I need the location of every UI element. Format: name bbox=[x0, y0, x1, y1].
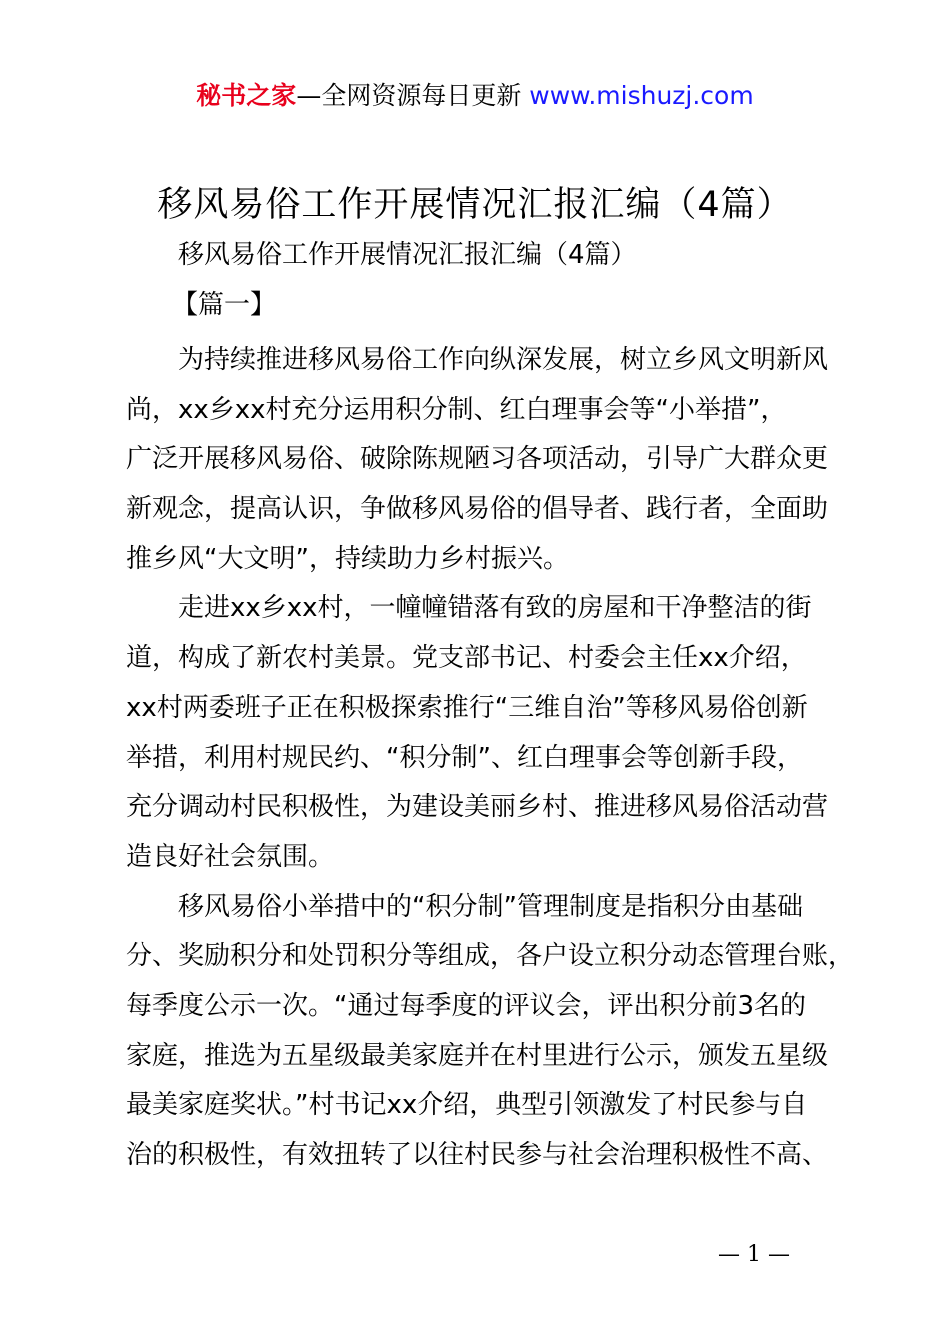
paragraph-line: 走进xx乡xx村，一幢幢错落有致的房屋和干净整洁的街 bbox=[178, 593, 812, 624]
site-header bbox=[0, 78, 950, 114]
paragraph-line: 推乡风“大文明”，持续助力乡村振兴。 bbox=[126, 543, 569, 574]
paragraph-line: 移风易俗小举措中的“积分制”管理制度是指积分由基础 bbox=[178, 891, 803, 922]
paragraph-line: 家庭，推选为五星级最美家庭并在村里进行公示，颁发五星级 bbox=[126, 1040, 829, 1071]
document-title: 移风易俗工作开展情况汇报汇编（4篇） bbox=[157, 185, 793, 225]
brand-name: 秘书之家 bbox=[196, 81, 297, 110]
paragraph-line: 分、奖励积分和处罚积分等组成，各户设立积分动态管理台账， bbox=[126, 941, 855, 972]
paragraph-line: 新观念，提高认识，争做移风易俗的倡导者、践行者，全面助 bbox=[126, 494, 829, 525]
paragraph-line: 广泛开展移风易俗、破除陈规陋习各项活动，引导广大群众更 bbox=[126, 444, 829, 475]
paragraph-line: 为持续推进移风易俗工作向纵深发展，树立乡风文明新风 bbox=[178, 345, 829, 375]
header-tagline: —全网资源每日更新 bbox=[296, 81, 522, 110]
paragraph-line: 最美家庭奖状。”村书记xx介绍，典型引领激发了村民参与自 bbox=[126, 1090, 808, 1121]
document-subtitle: 移风易俗工作开展情况汇报汇编（4篇） bbox=[178, 240, 637, 270]
paragraph-line: 道，构成了新农村美景。党支部书记、村委会主任xx介绍， bbox=[126, 643, 807, 674]
paragraph-line: 尚，xx乡xx村充分运用积分制、红白理事会等“小举措”， bbox=[126, 394, 787, 425]
paragraph-line: 治的积极性，有效扭转了以往村民参与社会治理积极性不高、 bbox=[126, 1140, 829, 1170]
paragraph-line: 每季度公示一次。“通过每季度的评议会，评出积分前3名的 bbox=[126, 990, 807, 1021]
section-label: 【篇一】 bbox=[172, 290, 277, 320]
page-number: — 1 — bbox=[718, 1242, 790, 1267]
paragraph-line: 造良好社会氛围。 bbox=[126, 841, 335, 872]
paragraph-line: 充分调动村民积极性，为建设美丽乡村、推进移风易俗活动营 bbox=[126, 792, 829, 823]
paragraph-line: 举措，利用村规民约、“积分制”、红白理事会等创新手段， bbox=[126, 742, 803, 773]
paragraph-line: xx村两委班子正在积极探索推行“三维自治”等移风易俗创新 bbox=[126, 692, 808, 723]
body-text bbox=[126, 336, 866, 1181]
site-url-link[interactable]: www.mishuzj.com bbox=[529, 81, 754, 110]
